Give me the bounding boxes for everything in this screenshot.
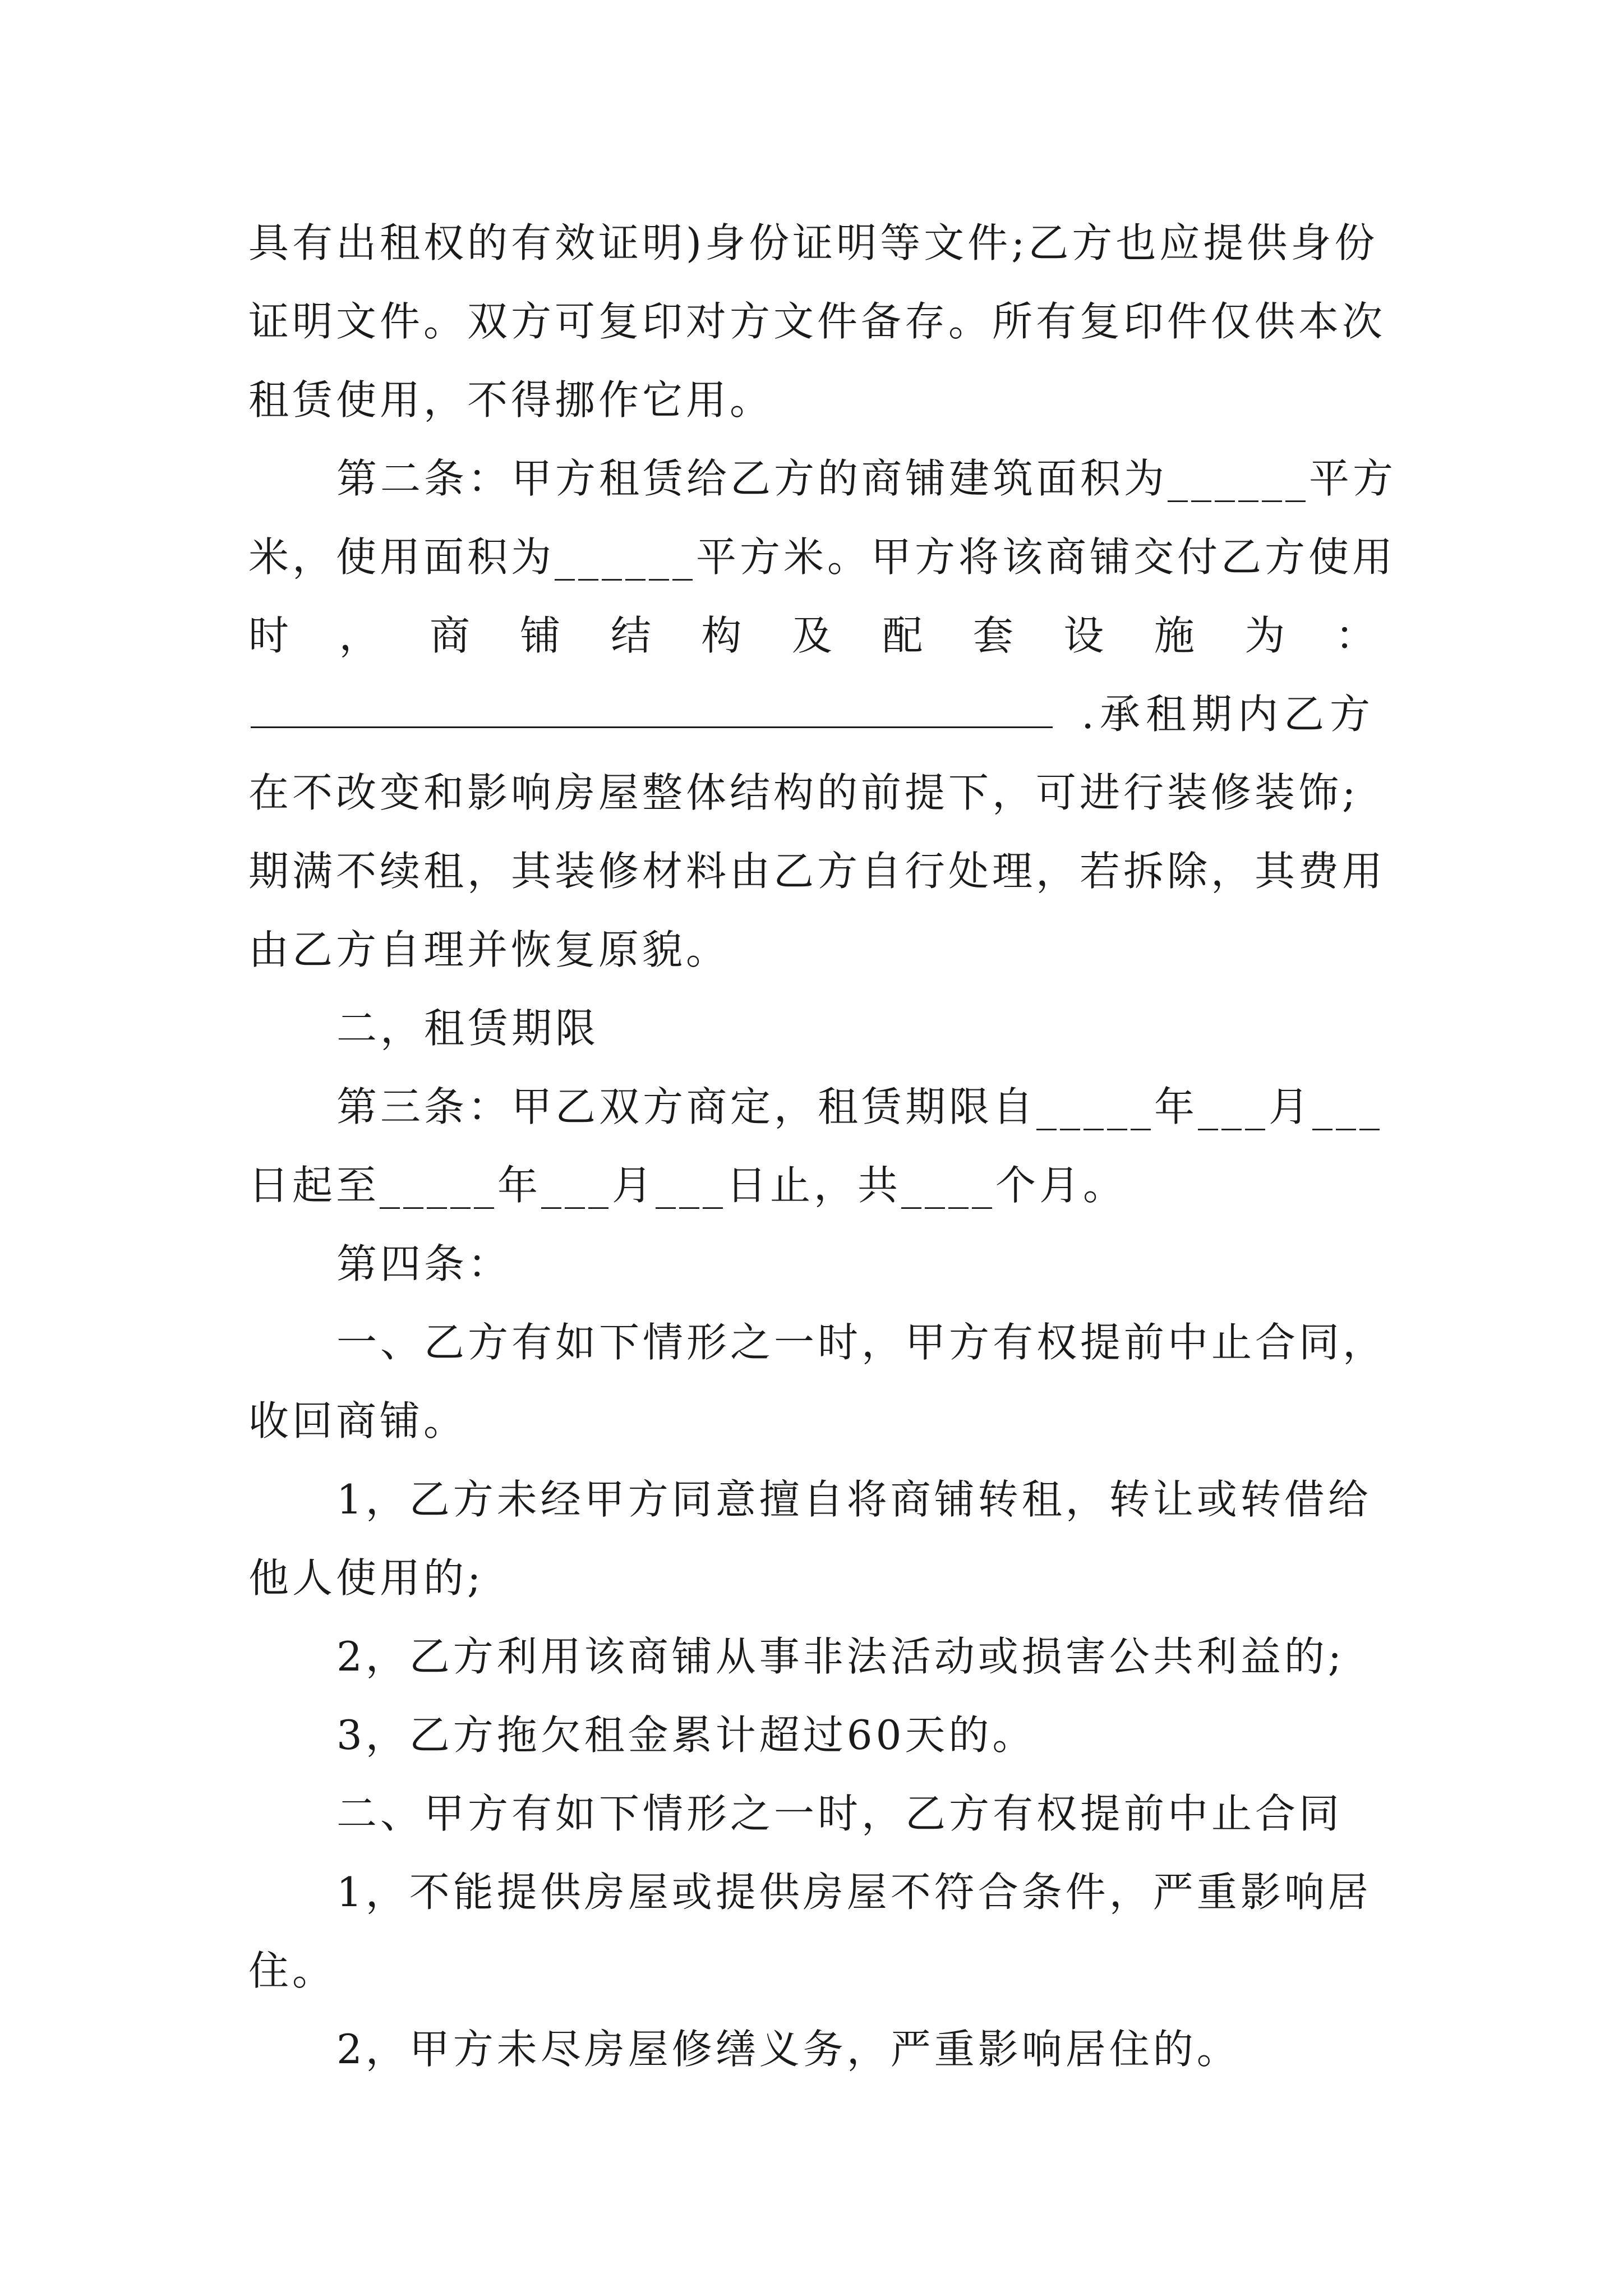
blank-fill-line (248, 683, 1376, 745)
spaced-char: 及 (791, 612, 832, 659)
section-heading: 二，租赁期限 (336, 1005, 600, 1052)
spaced-char: 时 (248, 612, 289, 659)
spaced-char: 套 (972, 612, 1013, 659)
spaced-char: ： (1335, 612, 1376, 659)
spaced-char: 为 (1244, 612, 1285, 659)
clause-item: 3，乙方拖欠租金累计超过60天的。 (336, 1711, 1036, 1759)
spaced-char: 商 (429, 612, 470, 659)
text-line: 收回商铺。 (248, 1397, 468, 1444)
article-3-line: 第三条：甲乙双方商定，租赁期限自_____年___月___ (336, 1083, 1384, 1130)
text-line: 期满不续租，其装修材料由乙方自行处理，若拆除，其费用 (248, 848, 1386, 895)
spaced-char: 配 (882, 612, 923, 659)
spaced-text-line (248, 605, 1376, 666)
spaced-char: 施 (1154, 612, 1195, 659)
clause-item: 2，乙方利用该商铺从事非法活动或损害公共利益的; (336, 1633, 1345, 1680)
text-line: 具有出租权的有效证明)身份证明等文件;乙方也应提供身份 (248, 219, 1378, 266)
text-line: 他人使用的; (248, 1554, 485, 1602)
article-2-line: 第二条：甲方租赁给乙方的商铺建筑面积为______平方 (336, 455, 1397, 502)
text-line: 米，使用面积为______平方米。甲方将该商铺交付乙方使用 (248, 533, 1396, 581)
spaced-char: ， (339, 612, 380, 659)
clause-item: 1，不能提供房屋或提供房屋不符合条件，严重影响居 (336, 1869, 1372, 1916)
text-line-tail: .承租期内乙方 (1081, 691, 1376, 738)
spaced-char: 铺 (520, 612, 561, 659)
text-line: 在不改变和影响房屋整体结构的前提下，可进行装修装饰; (248, 769, 1359, 816)
clause-item: 1，乙方未经甲方同意擅自将商铺转租，转让或转借给 (336, 1476, 1372, 1523)
text-line: 日起至_____年___月___日止，共____个月。 (248, 1162, 1127, 1209)
text-line: 住。 (248, 1947, 336, 1994)
spaced-char: 设 (1063, 612, 1104, 659)
clause-line: 一、乙方有如下情形之一时，甲方有权提前中止合同， (336, 1319, 1387, 1366)
clause-line: 二、甲方有如下情形之一时，乙方有权提前中止合同 (336, 1790, 1343, 1837)
spaced-char: 结 (610, 612, 651, 659)
text-line: 证明文件。双方可复印对方文件备存。所有复印件仅供本次 (248, 298, 1386, 345)
spaced-char: 构 (701, 612, 742, 659)
clause-item: 2，甲方未尽房屋修缮义务，严重影响居住的。 (336, 2026, 1241, 2073)
text-line: 由乙方自理并恢复原貌。 (248, 926, 730, 973)
fill-in-blank (251, 686, 1053, 728)
text-line: 租赁使用，不得挪作它用。 (248, 376, 774, 424)
article-4-heading: 第四条： (336, 1240, 512, 1287)
